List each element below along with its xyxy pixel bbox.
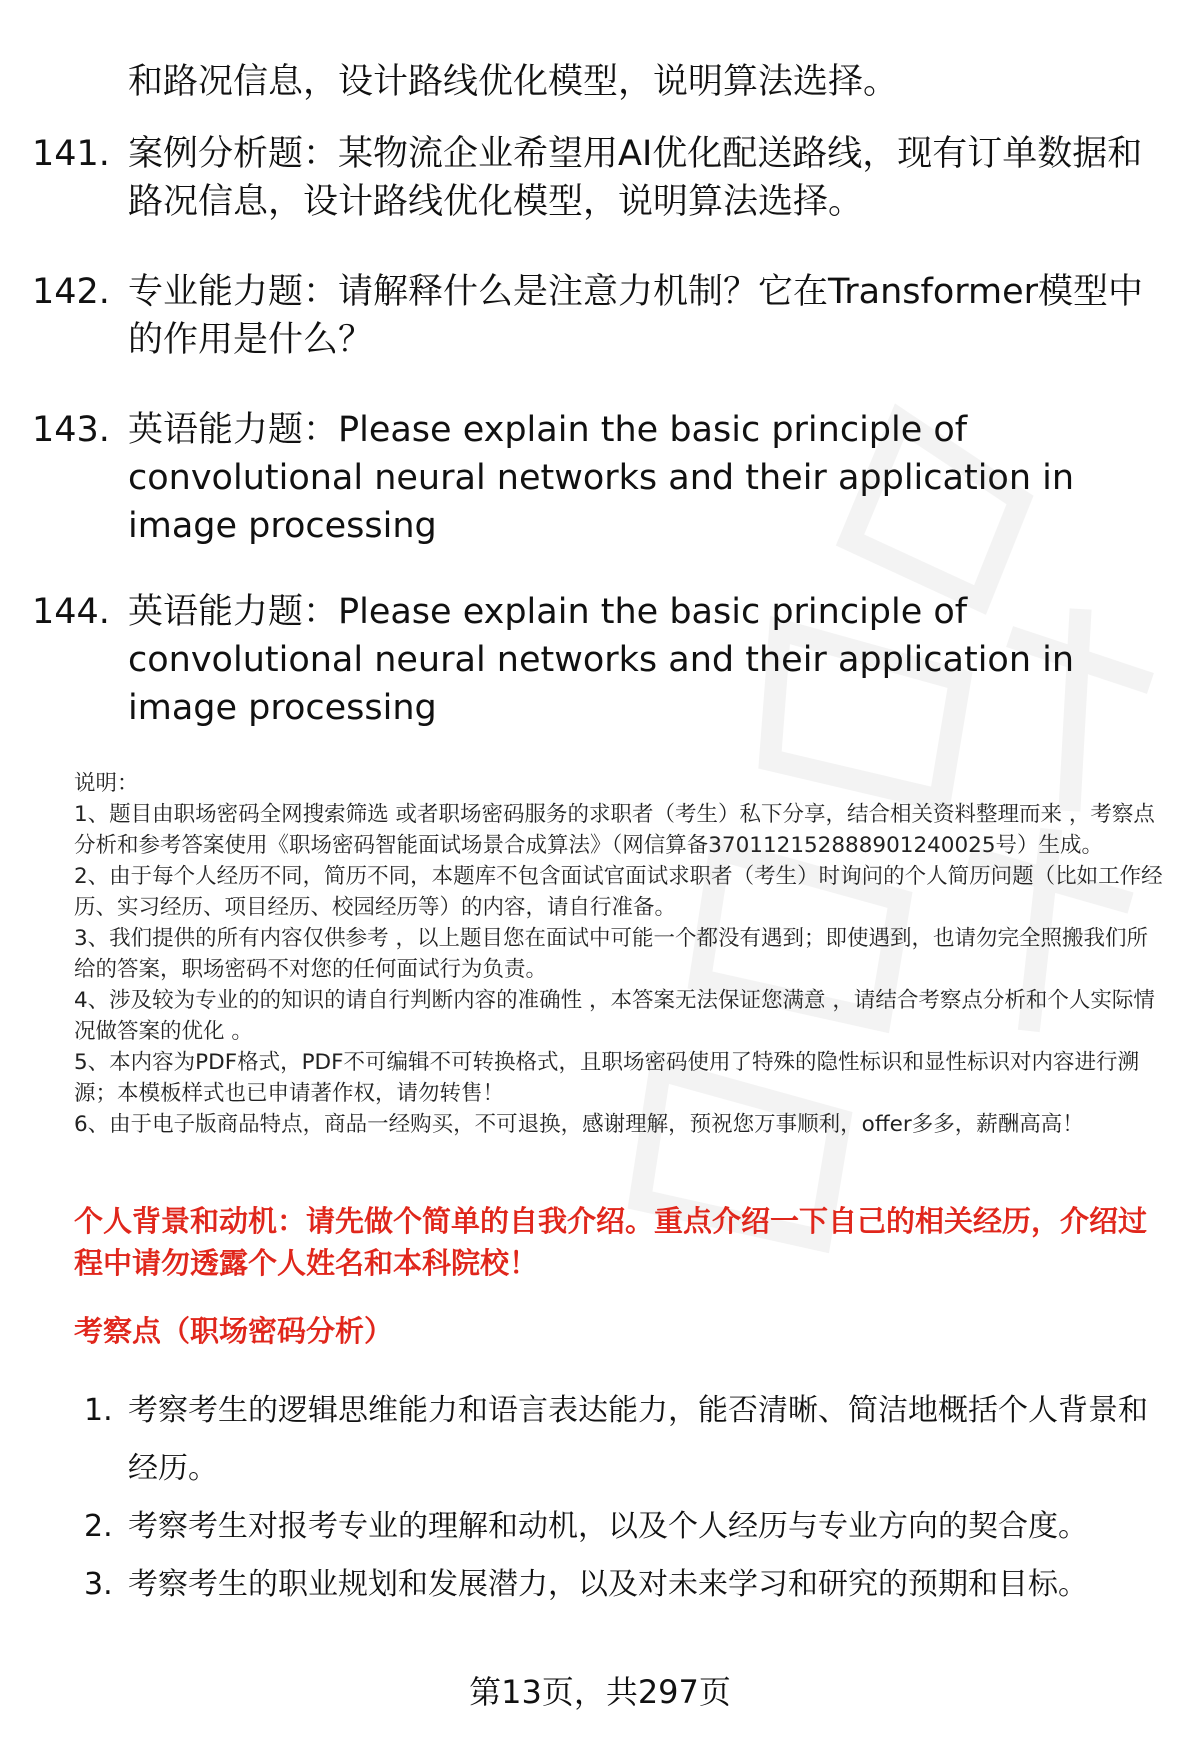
note-item: 2、由于每个人经历不同，简历不同，本题库不包含面试官面试求职者（考生）时询问的个人简历问题（比如工作经历、实习经历、项目经历、校园经历等）的内容，请自行准备。 bbox=[74, 864, 1163, 920]
question-text: 英语能力题：Please explain the basic principle of convolutional neural networks and their application in image processing bbox=[128, 410, 1075, 546]
list-item bbox=[84, 1382, 1164, 1498]
section-subheading: 考察点（职场密码分析） bbox=[74, 1314, 394, 1348]
question-text: 案例分析题：某物流企业希望用AI优化配送路线，现有订单数据和路况信息，设计路线优化模型，说明算法选择。 bbox=[128, 134, 1143, 222]
question-number: 143. bbox=[32, 410, 110, 450]
note-item: 1、题目由职场密码全网搜索筛选 或者职场密码服务的求职者（考生）私下分享，结合相关资料整理而来 ，考察点分析和参考答案使用《职场密码智能面试场景合成算法》（网信算备370112152888901240025号）生成。 bbox=[74, 802, 1155, 858]
analysis-points-list bbox=[84, 1382, 1164, 1614]
question-text: 英语能力题：Please explain the basic principle of convolutional neural networks and their application in image processing bbox=[128, 592, 1075, 728]
list-item-number: 2. bbox=[84, 1509, 113, 1544]
question-item bbox=[32, 588, 1152, 732]
list-item bbox=[84, 1556, 1164, 1614]
note-item: 6、由于电子版商品特点，商品一经购买，不可退换，感谢理解，预祝您万事顺利，offer多多，薪酬高高！ bbox=[74, 1112, 1084, 1137]
list-item bbox=[84, 1498, 1164, 1556]
list-item-text: 考察考生的逻辑思维能力和语言表达能力，能否清晰、简洁地概括个人背景和经历。 bbox=[128, 1393, 1148, 1486]
note-item: 3、我们提供的所有内容仅供参考 ，以上题目您在面试中可能一个都没有遇到；即使遇到，也请勿完全照搬我们所给的答案，职场密码不对您的任何面试行为负责。 bbox=[74, 926, 1149, 982]
question-number: 144. bbox=[32, 592, 110, 632]
list-item-number: 1. bbox=[84, 1393, 113, 1428]
question-item bbox=[32, 268, 1152, 364]
note-item: 4、涉及较为专业的的知识的请自行判断内容的准确性 ，本答案无法保证您满意 ，请结合考察点分析和个人实际情况做答案的优化 。 bbox=[74, 988, 1155, 1044]
note-item: 5、本内容为PDF格式，PDF不可编辑不可转换格式，且职场密码使用了特殊的隐性标识和显性标识对内容进行溯源；本模板样式也已申请著作权，请勿转售！ bbox=[74, 1050, 1139, 1106]
list-item-text: 考察考生对报考专业的理解和动机，以及个人经历与专业方向的契合度。 bbox=[128, 1509, 1088, 1544]
question-text: 专业能力题：请解释什么是注意力机制？它在Transformer模型中的作用是什么？ bbox=[128, 272, 1144, 360]
question-continuation: 和路况信息，设计路线优化模型，说明算法选择。 bbox=[128, 62, 899, 102]
list-item-number: 3. bbox=[84, 1567, 113, 1602]
page-number-footer: 第13页，共297页 bbox=[469, 1673, 731, 1711]
notes-section bbox=[74, 768, 1164, 1140]
notes-title: 说明： bbox=[74, 771, 139, 796]
section-heading: 个人背景和动机：请先做个简单的自我介绍。重点介绍一下自己的相关经历，介绍过程中请勿透露个人姓名和本科院校！ bbox=[74, 1204, 1148, 1280]
list-item-text: 考察考生的职业规划和发展潜力，以及对未来学习和研究的预期和目标。 bbox=[128, 1567, 1088, 1602]
question-item bbox=[32, 406, 1152, 550]
question-number: 141. bbox=[32, 134, 110, 174]
question-number: 142. bbox=[32, 272, 110, 312]
question-item bbox=[32, 130, 1152, 226]
